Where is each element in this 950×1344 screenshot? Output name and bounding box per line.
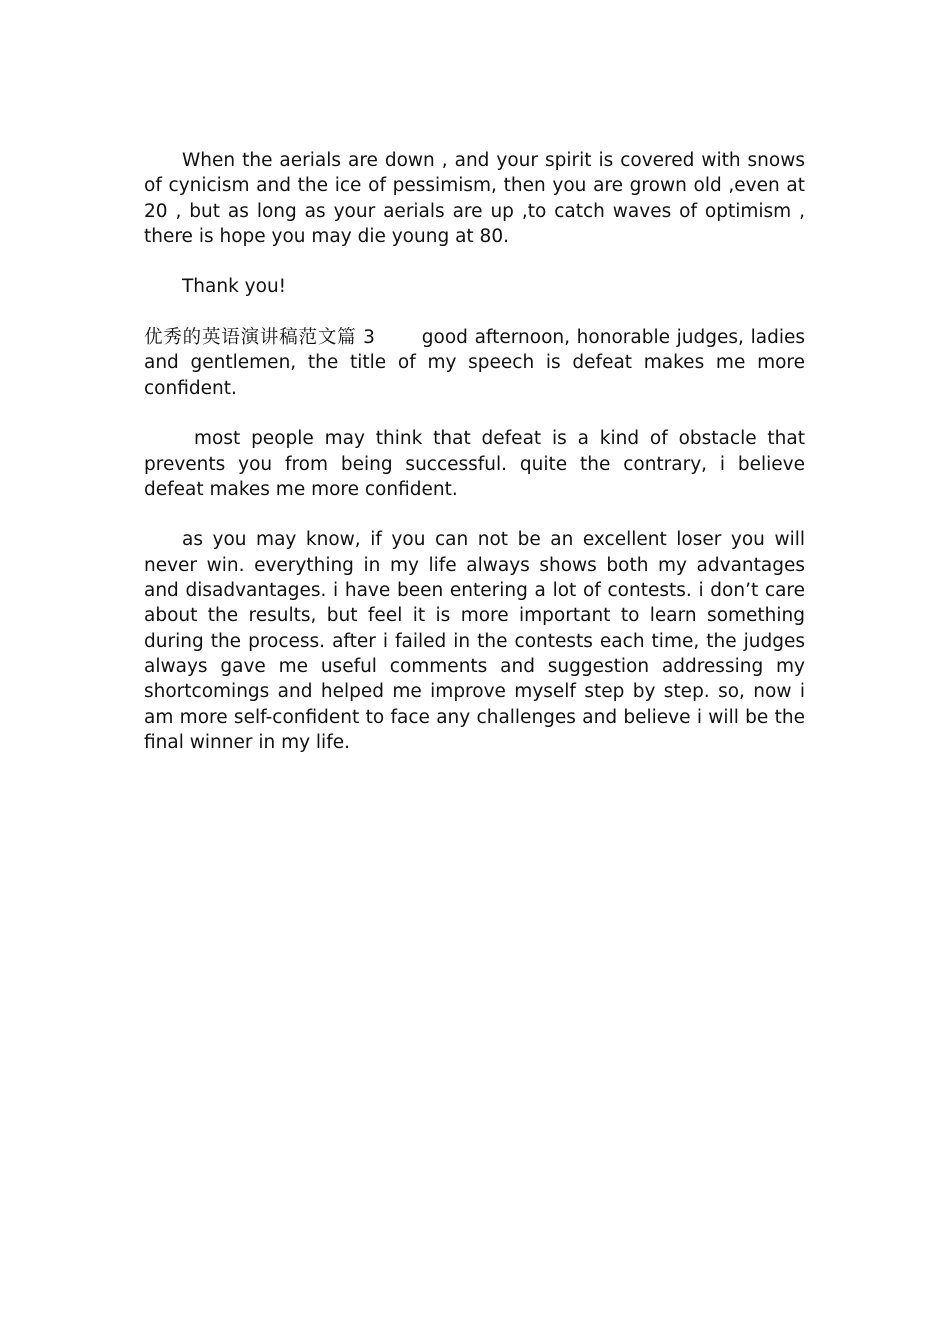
paragraph-thank-you: Thank you! [182, 276, 287, 298]
paragraph-intro-text: good afternoon, honorable judges, ladies and gentlemen, the title of my speech is defeat makes me more confident. [144, 327, 805, 399]
paragraph-aerials: When the aerials are down , and your spirit is covered with snows of cynicism and the ice of pessimism, then you are grown old ,even at 20 , but as long as your aerials are up ,to catch waves of optimism , there is hope you may die young at 80. [144, 150, 805, 247]
document-page [144, 148, 805, 755]
paragraph-excellent-loser: as you may know, if you can not be an excellent loser you will never win. everything in my life always shows both my advantages and disadvantages. i have been entering a lot of contests. i don’t care about the results, but feel it is more important to learn something during the process. after i failed in the contests each time, the judges always gave me useful comments and suggestion addressing my shortcomings and helped me improve myself step by step. so, now i am more self-confident to face any challenges and believe i will be the final winner in my life. [144, 529, 805, 753]
section-heading: 优秀的英语演讲稿范文篇 3 [144, 327, 375, 349]
heading-gap [375, 327, 422, 348]
paragraph-speech-intro [144, 325, 805, 401]
paragraph-defeat-obstacle: most people may think that defeat is a kind of obstacle that prevents you from being successful. quite the contrary, i believe defeat makes me more confident. [144, 428, 805, 500]
